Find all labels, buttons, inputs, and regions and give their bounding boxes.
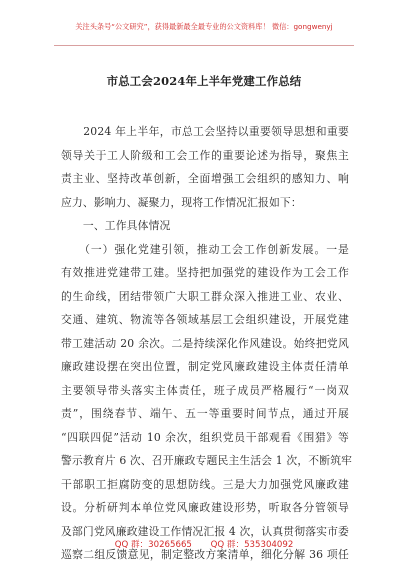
qq-group-1: QQ 群：30265665 bbox=[114, 540, 192, 550]
document-title: 市总工会2024年上半年党建工作总结 bbox=[106, 74, 302, 88]
body-line: 交通、建筑、物流等各领域基层工会组织建设，开展党建 bbox=[61, 313, 349, 326]
qq-group-2: QQ 群：535304092 bbox=[210, 540, 294, 550]
body-line: 及部门党风廉政建设工作情况汇报 4 次，认真贯彻落实市委 bbox=[61, 524, 349, 538]
body-line: 应力、影响力、凝聚力，现将工作情况汇报如下： bbox=[61, 195, 302, 209]
document-body bbox=[61, 120, 353, 567]
body-line: 的生命线，团结带领广大职工群众深入推进工业、农业、 bbox=[61, 289, 349, 303]
body-line: 责”，围绕春节、端午、五一等重要时间节点，通过开展 bbox=[61, 407, 349, 420]
body-line: “四联四促”活动 10 余次，组织党员干部观看《围猎》等 bbox=[61, 430, 349, 444]
body-line: 巡察二组反馈意见，制定整改方案清单，细化分解 36 项任 bbox=[61, 548, 349, 561]
footer-contact bbox=[0, 538, 408, 550]
body-line: 干部职工拒腐防变的思想防线。三是大力加强党风廉政建 bbox=[61, 477, 349, 491]
body-line: 2024 年上半年，市总工会坚持以重要领导思想和重要 bbox=[61, 125, 349, 138]
body-line: 带工建活动 20 余次。二是持续深化作风建设。始终把党风 bbox=[61, 336, 349, 350]
section-heading: 一、工作具体情况 bbox=[61, 219, 171, 232]
body-line: 廉政建设摆在突出位置，制定党风廉政建设主体责任清单 bbox=[61, 360, 349, 373]
body-line: 责主业、坚持改革创新，全面增强工会组织的感知力、响 bbox=[61, 172, 349, 185]
header-divider bbox=[54, 45, 354, 46]
body-line: 有效推进党建带工建。坚持把加强党的建设作为工会工作 bbox=[61, 266, 349, 279]
body-line: （一）强化党建引领，推动工会工作创新发展。一是 bbox=[61, 242, 349, 256]
body-line: 主要领导带头落实主体责任，班子成员严格履行“一岗双 bbox=[61, 383, 349, 397]
body-line: 警示教育片 6 次、召开廉政专题民主生活会 1 次，不断筑牢 bbox=[61, 454, 353, 467]
promo-banner: 关注头条号“公文研究”，获得最新最全最专业的公文资料库！ 微信：gongwenyj bbox=[75, 22, 333, 31]
body-line: 领导关于工人阶级和工会工作的重要论述为指导，聚焦主 bbox=[61, 148, 349, 162]
body-line: 设。分析研判本单位党风廉政建设形势，听取各分管领导 bbox=[61, 501, 349, 514]
